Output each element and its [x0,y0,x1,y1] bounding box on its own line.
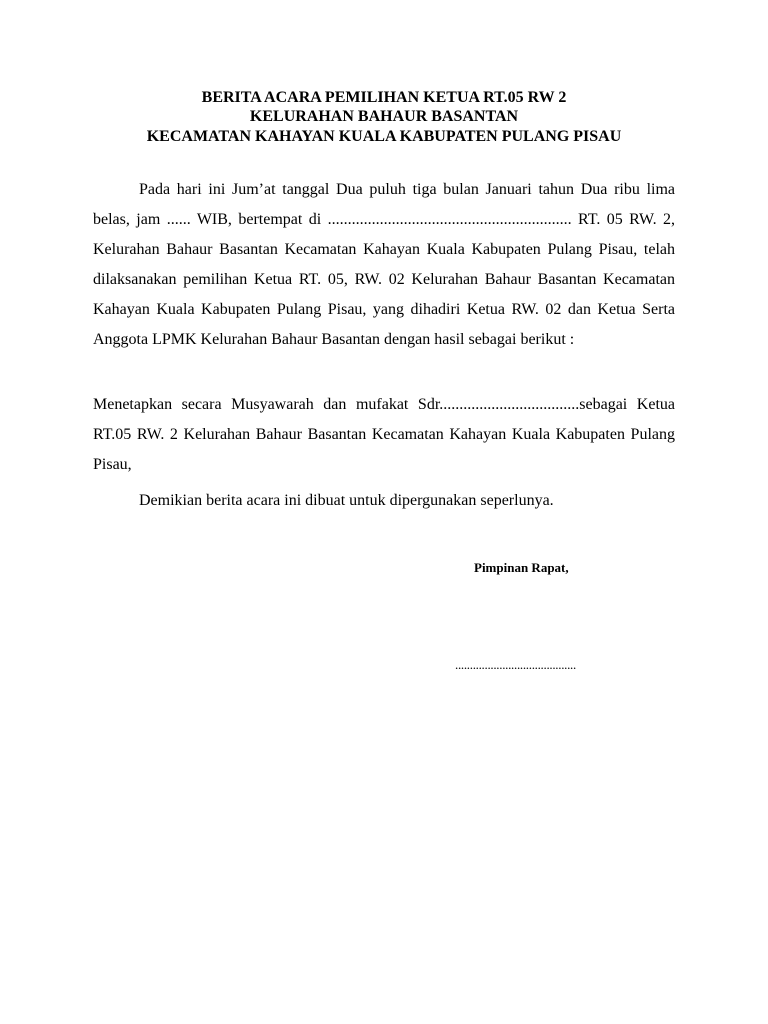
document-title-line-1: BERITA ACARA PEMILIHAN KETUA RT.05 RW 2 [201,89,567,106]
document-title-line-3: KECAMATAN KAHAYAN KUALA KABUPATEN PULANG PISAU [146,128,622,145]
document-title-line-2: KELURAHAN BAHAUR BASANTAN [249,108,519,125]
closing-paragraph: Demikian berita acara ini dibuat untuk dipergunakan seperlunya. [139,492,554,509]
decision-paragraph: Menetapkan secara Musyawarah dan mufakat Sdr...................................sebagai Ketua RT.05 RW. 2 Kelurahan Bahaur Basantan Kecamatan Kahayan Kuala Kabupaten Pulang Pisau, [93,396,675,473]
opening-paragraph: Pada hari ini Jum’at tanggal Dua puluh tiga bulan Januari tahun Dua ribu lima belas, jam ...... WIB, bertempat di ............................................................. RT. 05 RW. 2, Kelurahan Bahaur Basantan Kecamatan Kahayan Kuala Kabupaten Pulang Pisau, telah dilaksanakan pemilihan Ketua RT. 05, RW. 02 Kelurahan Bahaur Basantan Kecamatan Kahayan Kuala Kabupaten Pulang Pisau, yang dihadiri Ketua RW. 02 dan Ketua Serta Anggota LPMK Kelurahan Bahaur Basantan dengan hasil sebagai berikut : [93,181,675,348]
signature-line: ......................................... [455,657,576,672]
signer-title: Pimpinan Rapat, [474,560,569,575]
